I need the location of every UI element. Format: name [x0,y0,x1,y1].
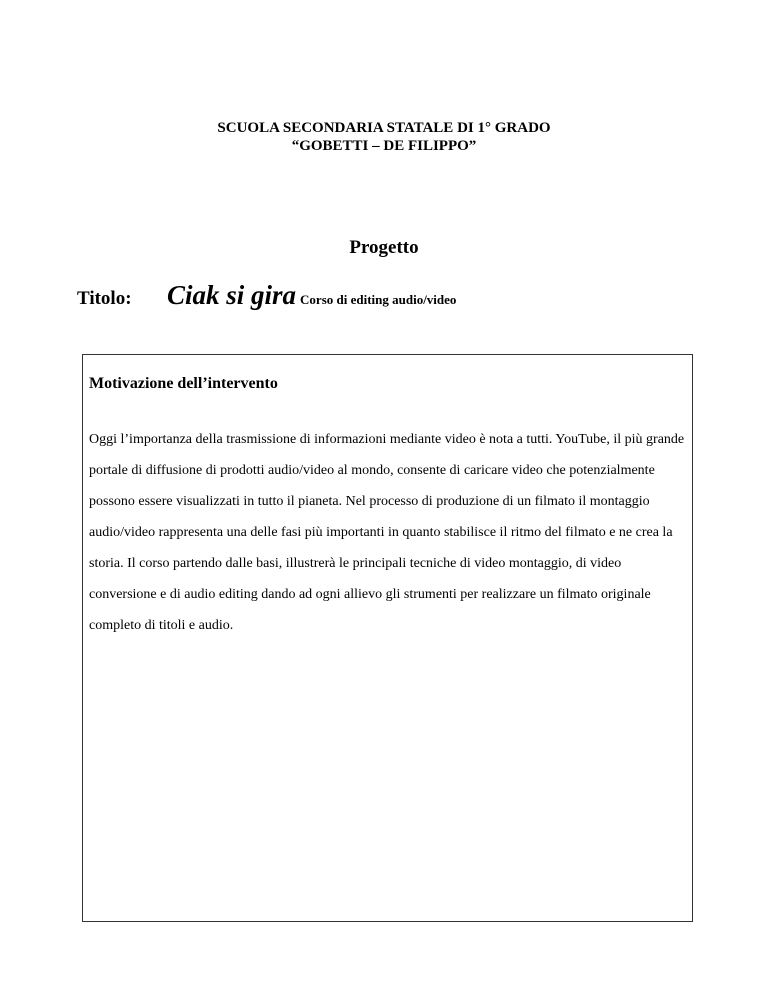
project-label: Progetto [349,237,419,258]
motivation-box [82,354,693,922]
school-name-line2: “GOBETTI – DE FILIPPO” [291,138,477,154]
motivation-heading: Motivazione dell’intervento [89,375,278,392]
school-header [0,119,768,155]
title-label: Titolo: [77,288,132,309]
project-subtitle: Corso di editing audio/video [300,292,457,307]
project-title: Ciak si gira [167,280,297,310]
motivation-body: Oggi l’importanza della trasmissione di informazioni mediante video è nota a tutti. YouTube, il più grande portale di diffusione di prodotti audio/video al mondo, consente di caricare video che potenzialmente possono essere visualizzati in tutto il pianeta. Nel processo di produzione di un filmato il montaggio audio/video rappresenta una delle fasi più importanti in quanto stabilisce il ritmo del filmato e ne crea la storia. Il corso partendo dalle basi, illustrerà le principali tecniche di video montaggio, di video conversione e di audio editing dando ad ogni allievo gli strumenti per realizzare un filmato originale completo di titoli e audio. [89,432,685,633]
title-row [77,280,456,311]
school-name-line1: SCUOLA SECONDARIA STATALE DI 1° GRADO [217,120,551,136]
